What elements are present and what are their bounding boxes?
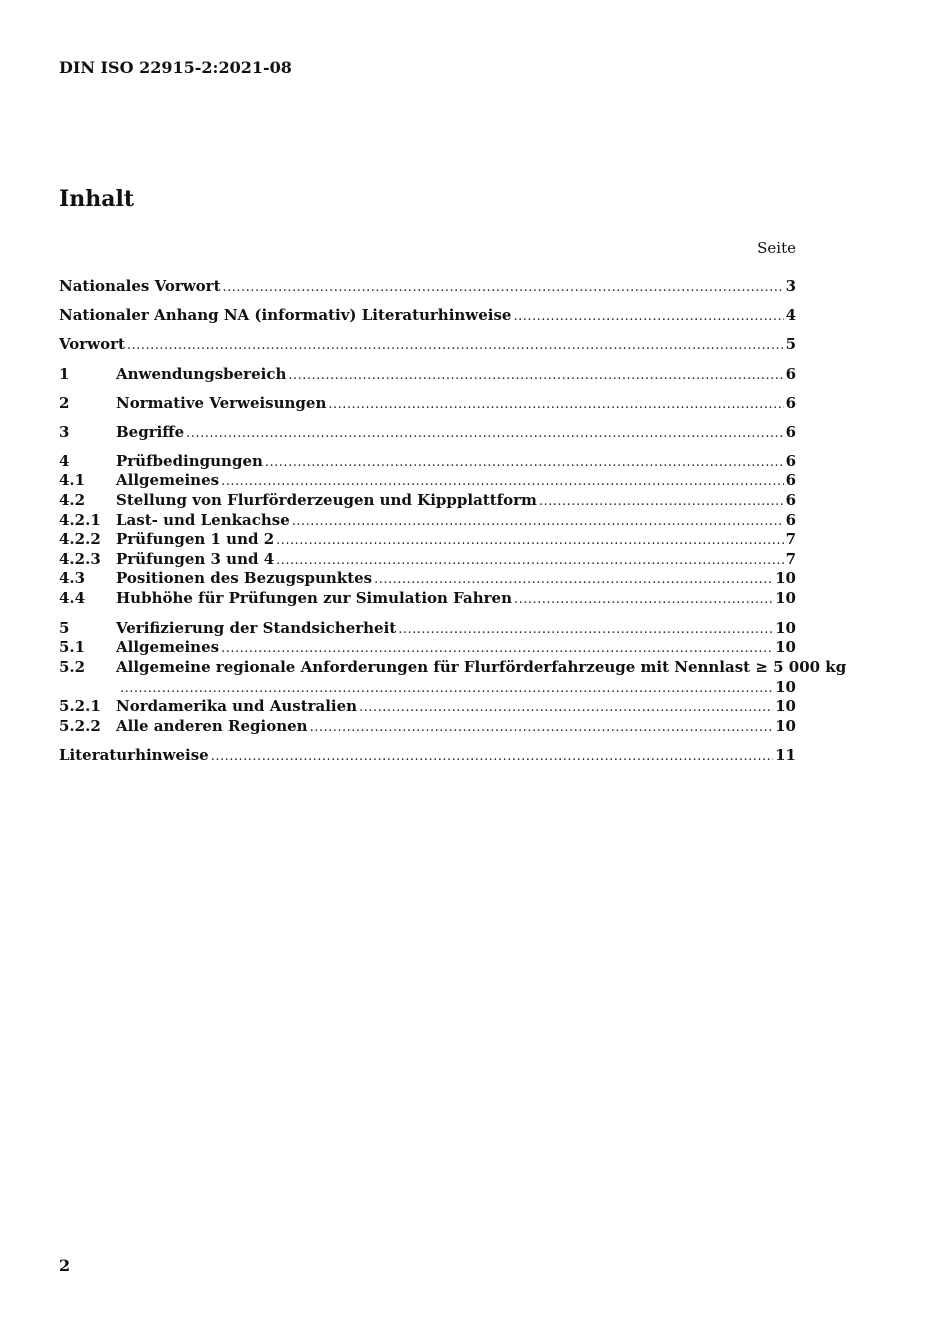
toc-entry-5-2-1[interactable] [59,696,796,716]
toc-entry-page: 3 [785,277,796,295]
toc-entry-4-1[interactable] [59,470,796,490]
toc-entry-label: Prüfbedingungen [116,452,263,470]
toc-entry-page: 6 [785,452,796,470]
toc-entry-label: Alle anderen Regionen [116,717,308,735]
toc-entry-page: 6 [785,491,796,509]
toc-entry-label: Vorwort [59,335,125,353]
toc-entry-page: 10 [775,638,796,656]
toc-entry-page: 10 [775,697,796,715]
toc-entry-number: 1 [59,365,70,383]
toc-title: Inhalt [59,186,135,212]
toc-entry-4-2-2[interactable] [59,529,796,549]
toc-entry-number: 4.2.2 [59,530,101,548]
toc-entry-label: Anwendungsbereich [116,365,287,383]
toc-entry-label: Stellung von Flurförderzeugen und Kippplattform [116,491,537,509]
toc-entry-page: 5 [785,335,796,353]
toc-entry-number: 4.4 [59,589,86,607]
toc-entry-label: Normative Verweisungen [116,394,327,412]
toc-entry-number: 4.1 [59,471,86,489]
toc-entry-page: 10 [775,589,796,607]
toc-entry-number: 4 [59,452,70,470]
toc-entry-page: 10 [775,569,796,587]
toc-entry-4-4[interactable] [59,588,796,608]
page-column-label: Seite [757,239,796,257]
toc-entry-page: 6 [785,423,796,441]
toc-entry-number: 5.2 [59,658,86,676]
toc-entry-4-2-3[interactable] [59,549,796,569]
toc-entry-number: 2 [59,394,70,412]
toc-entry-3[interactable] [59,422,796,442]
toc-entry-1[interactable] [59,364,796,384]
toc-entry-5-2-2[interactable] [59,716,796,736]
toc-entry-page: 6 [785,511,796,529]
toc-entry-page: 4 [785,306,796,324]
toc-entry-number: 5.2.1 [59,697,101,715]
toc-entry-label: Begriffe [116,423,185,441]
toc-entry-nationaler-anhang[interactable] [59,305,796,325]
toc-entry-label: Last- und Lenkachse [116,511,290,529]
toc-entry-label: Prüfungen 1 und 2 [116,530,275,548]
toc-entry-label: Allgemeine regionale Anforderungen für Flurförderfahrzeuge mit Nennlast ≥ 5 000 kg [116,658,847,676]
toc-entry-number: 5.2.2 [59,717,101,735]
toc-entry-4-2-1[interactable] [59,510,796,530]
toc-entry-number: 3 [59,423,70,441]
toc-entry-nationales-vorwort[interactable] [59,276,796,296]
toc-entry-number: 4.2.3 [59,550,101,568]
toc-entry-number: 5 [59,619,70,637]
toc-entry-number: 4.3 [59,569,86,587]
toc-entry-page: 10 [775,717,796,735]
toc-entry-5-2[interactable] [59,657,847,677]
toc-entry-label: Allgemeines [116,471,220,489]
document-id: DIN ISO 22915-2:2021-08 [59,58,292,77]
toc-entry-page: 7 [785,530,796,548]
toc-entry-number: 5.1 [59,638,86,656]
toc-entry-label: Nationales Vorwort [59,277,221,295]
toc-entry-label: Nordamerika und Australien [116,697,358,715]
toc-entry-page: 6 [785,394,796,412]
toc-entry-label: Positionen des Bezugspunktes [116,569,373,587]
toc-entry-5[interactable] [59,618,796,638]
toc-entry-number: 4.2 [59,491,86,509]
toc-entry-5-2-continuation[interactable] [59,677,796,697]
toc-entry-page: 6 [785,365,796,383]
toc-entry-page: 10 [775,678,796,696]
toc-entry-2[interactable] [59,393,796,413]
toc-entry-label: Allgemeines [116,638,220,656]
page-number: 2 [59,1256,71,1275]
toc-entry-page: 10 [775,619,796,637]
toc-entry-4-2[interactable] [59,490,796,510]
toc-entry-label: Prüfungen 3 und 4 [116,550,275,568]
toc-entry-number: 4.2.1 [59,511,101,529]
toc-entry-4-3[interactable] [59,568,796,588]
toc-entry-page: 6 [785,471,796,489]
toc-entry-page: 7 [785,550,796,568]
toc-entry-label: Literaturhinweise [59,746,209,764]
toc-entry-page: 11 [775,746,796,764]
toc-entry-literaturhinweise[interactable] [59,745,796,765]
toc-entry-label: Verifizierung der Standsicherheit [116,619,397,637]
toc-entry-label: Hubhöhe für Prüfungen zur Simulation Fahren [116,589,512,607]
toc-entry-vorwort[interactable] [59,334,796,354]
toc-entry-label: Nationaler Anhang NA (informativ) Literaturhinweise [59,306,512,324]
toc-entry-4[interactable] [59,451,796,471]
toc-entry-5-1[interactable] [59,637,796,657]
